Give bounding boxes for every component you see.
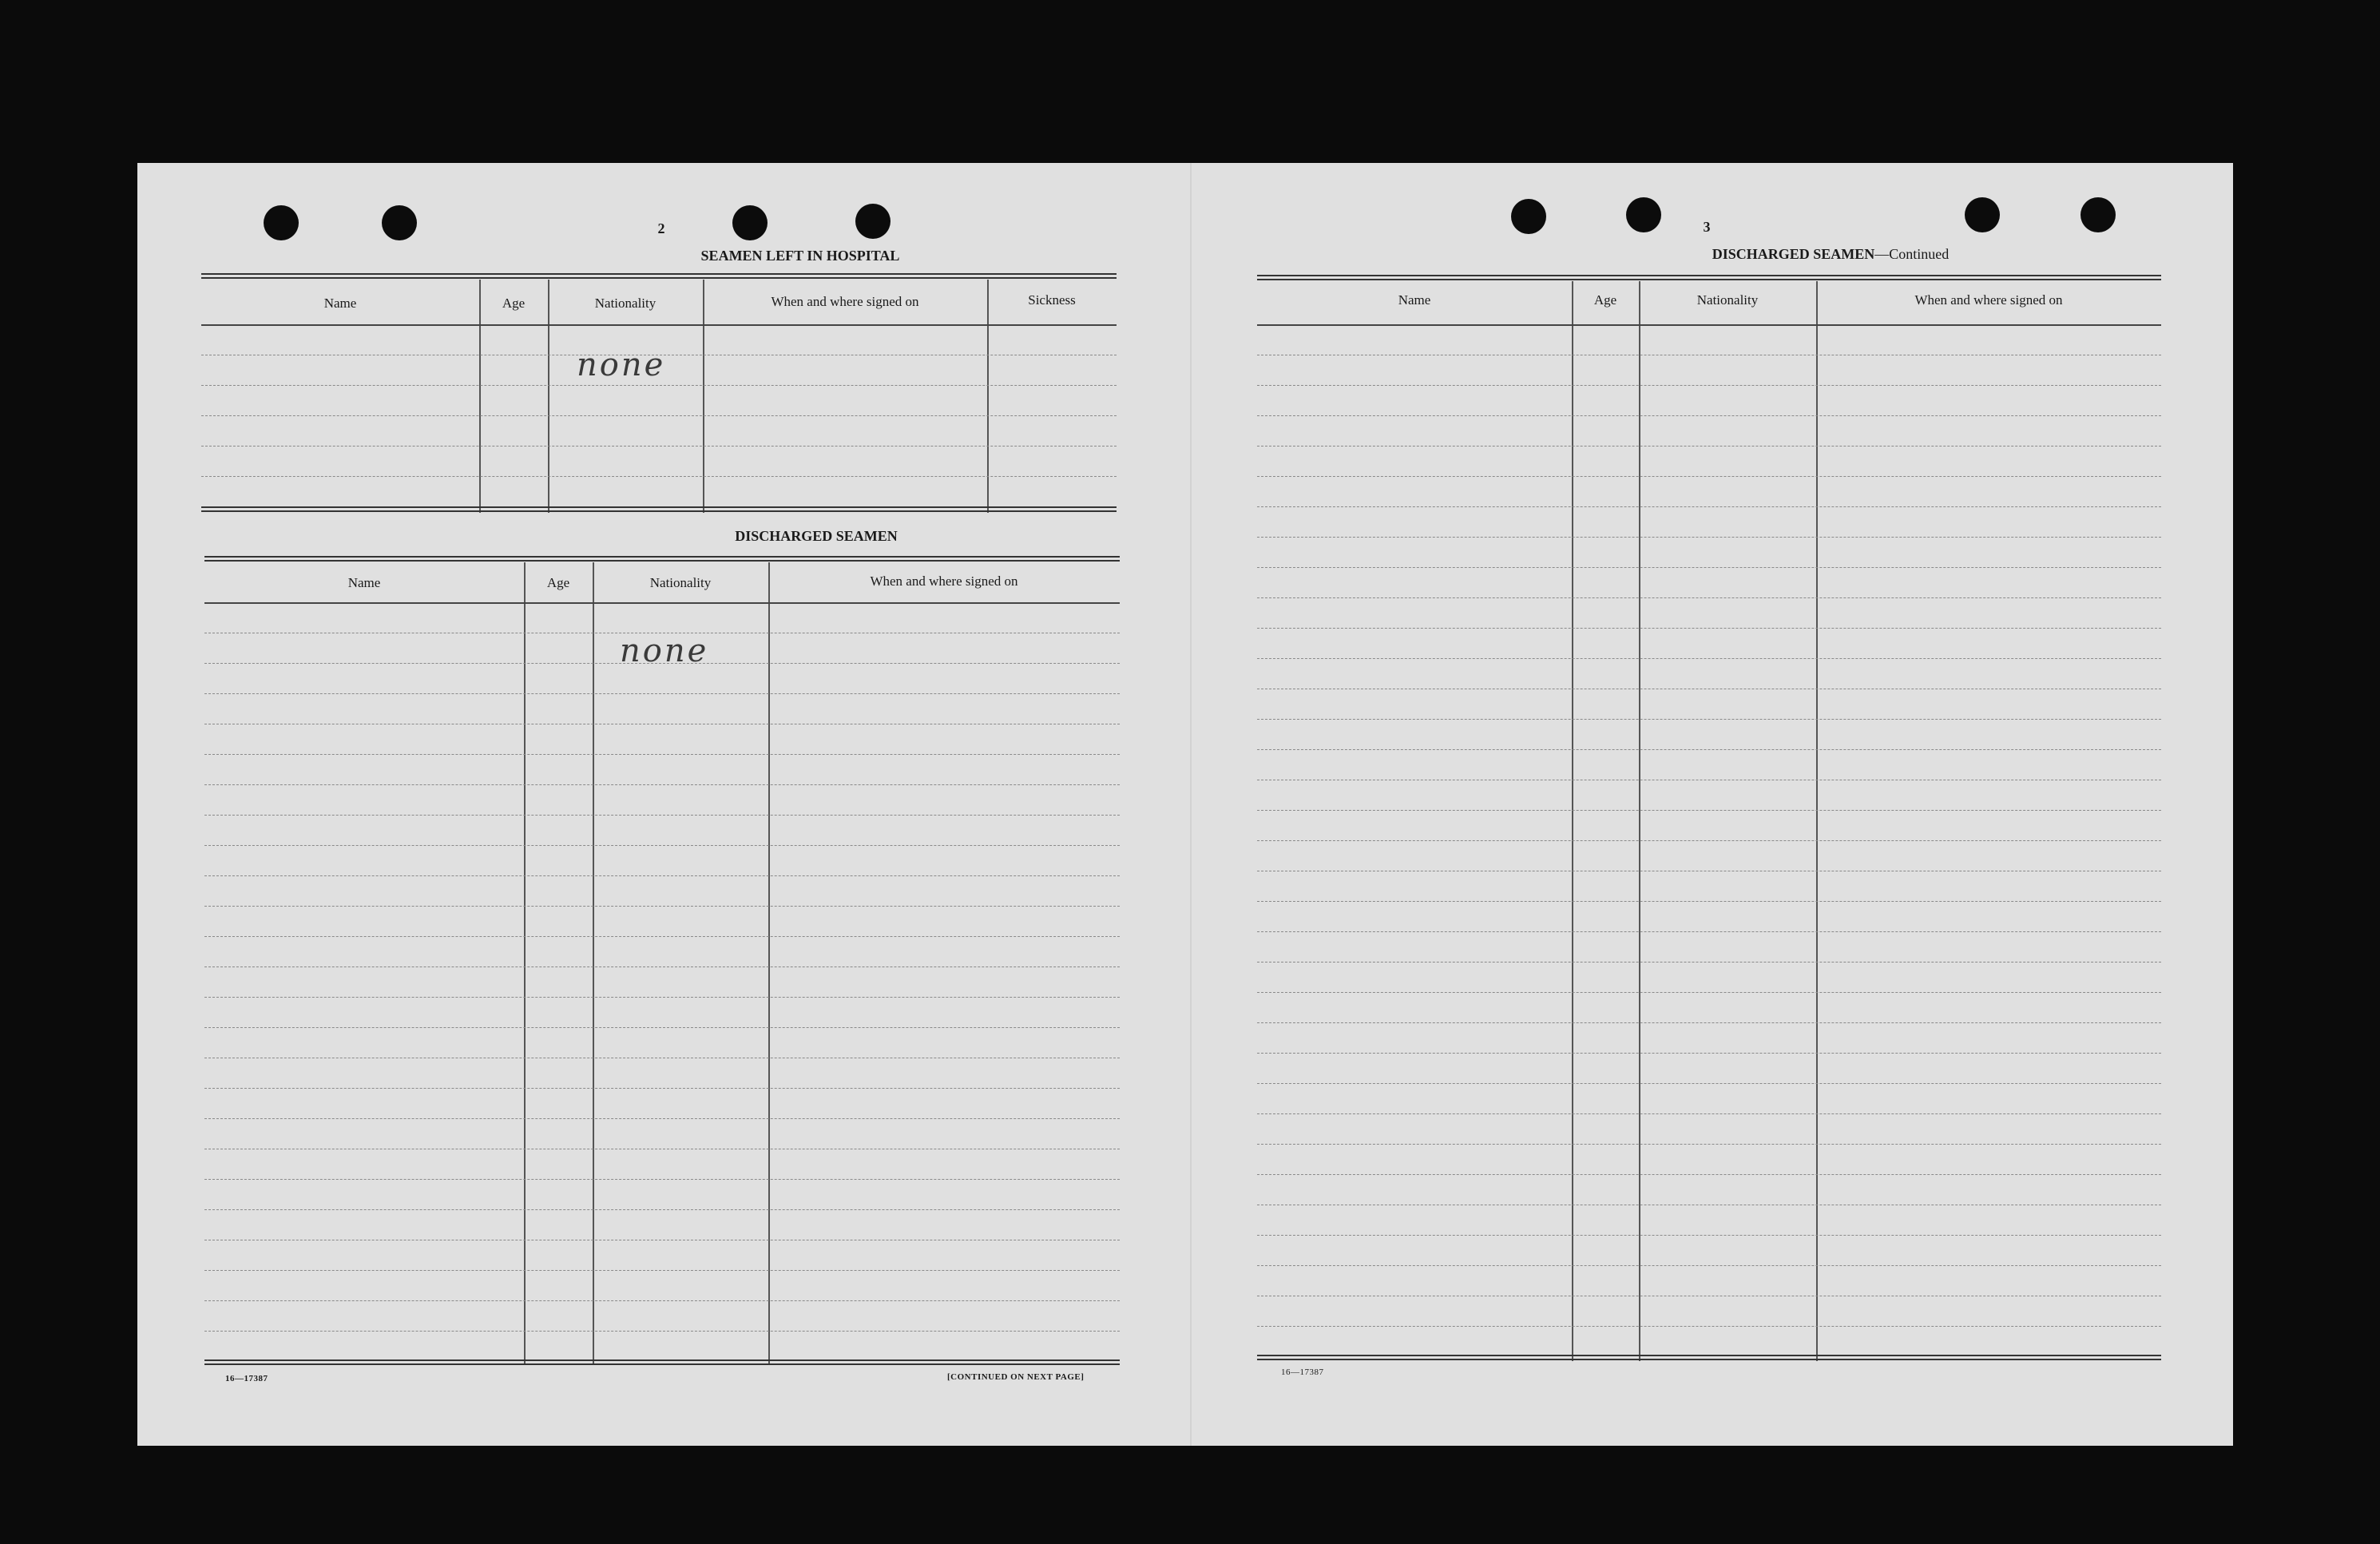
table-row <box>204 602 1120 604</box>
discharged-continued-table <box>1257 275 2161 1363</box>
col-header-sickness: Sickness <box>1028 292 1076 308</box>
table-row <box>1257 446 2161 447</box>
punch-hole <box>1965 197 2000 232</box>
handwritten-entry: none <box>577 347 666 383</box>
punch-hole <box>264 205 299 240</box>
hospital-section-title: SEAMEN LEFT IN HOSPITAL <box>700 248 900 264</box>
table-row <box>1257 658 2161 659</box>
table-row <box>1257 628 2161 629</box>
table-row <box>1257 385 2161 386</box>
table-row <box>204 1331 1120 1332</box>
col-header-nationality: Nationality <box>594 296 656 311</box>
table-row <box>1257 810 2161 811</box>
col-header-name: Name <box>1398 292 1431 308</box>
table-row <box>1257 962 2161 963</box>
punch-hole <box>2081 197 2116 232</box>
discharged-table <box>204 556 1120 1371</box>
table-row <box>1257 506 2161 507</box>
table-row <box>204 1118 1120 1119</box>
table-row <box>204 936 1120 937</box>
col-header-nationality: Nationality <box>1696 292 1759 308</box>
col-header-signed-on: When and where signed on <box>1914 292 2063 308</box>
table-row <box>204 784 1120 785</box>
table-row <box>1257 1113 2161 1114</box>
table-row <box>1257 840 2161 841</box>
table-row <box>1257 567 2161 568</box>
table-row <box>1257 901 2161 902</box>
handwritten-entry: none <box>620 633 709 669</box>
form-number: 16—17387 <box>225 1374 268 1383</box>
table-row <box>1257 992 2161 993</box>
table-row <box>204 1179 1120 1180</box>
col-header-signed-on: When and where signed on <box>870 574 1018 589</box>
col-header-name: Name <box>347 575 381 590</box>
punch-hole <box>1626 197 1661 232</box>
table-row <box>204 1209 1120 1210</box>
table-row <box>204 845 1120 846</box>
discharged-section-title: DISCHARGED SEAMEN <box>735 528 898 544</box>
col-header-age: Age <box>1593 292 1617 308</box>
table-row <box>1257 537 2161 538</box>
table-row <box>204 1300 1120 1301</box>
form-sheet <box>137 163 2233 1446</box>
page-number: 2 <box>657 220 665 236</box>
col-header-age: Age <box>546 575 570 590</box>
punch-hole <box>732 205 768 240</box>
table-row <box>1257 1235 2161 1236</box>
table-row <box>1257 1022 2161 1023</box>
table-row <box>1257 415 2161 416</box>
table-row <box>1257 1083 2161 1084</box>
table-row <box>204 997 1120 998</box>
col-header-nationality: Nationality <box>649 575 712 590</box>
table-row <box>1257 476 2161 477</box>
table-row <box>204 906 1120 907</box>
table-row <box>1257 749 2161 750</box>
table-row <box>204 875 1120 876</box>
page-fold <box>1190 163 1192 1446</box>
discharged-continued-title: DISCHARGED SEAMEN—Continued <box>1712 246 1950 262</box>
table-row <box>204 966 1120 967</box>
table-row <box>204 1270 1120 1271</box>
punch-hole <box>1511 199 1546 234</box>
page-number: 3 <box>1703 219 1711 235</box>
table-row <box>204 754 1120 755</box>
table-row <box>204 693 1120 694</box>
col-header-age: Age <box>502 296 526 311</box>
table-row <box>1257 1144 2161 1145</box>
table-row <box>204 1088 1120 1089</box>
table-row <box>204 815 1120 816</box>
table-row <box>1257 931 2161 932</box>
table-row <box>1257 324 2161 326</box>
punch-hole <box>382 205 417 240</box>
table-row <box>1257 597 2161 598</box>
table-row <box>204 1027 1120 1028</box>
form-number: 16—17387 <box>1281 1367 1324 1377</box>
table-row <box>1257 1326 2161 1327</box>
continued-note: [CONTINUED ON NEXT PAGE] <box>947 1372 1085 1382</box>
table-row <box>1257 1053 2161 1054</box>
punch-hole <box>855 204 891 239</box>
col-header-name: Name <box>323 296 357 311</box>
table-row <box>1257 719 2161 720</box>
col-header-signed-on: When and where signed on <box>771 294 919 309</box>
table-row <box>1257 1174 2161 1175</box>
table-row <box>1257 1265 2161 1266</box>
